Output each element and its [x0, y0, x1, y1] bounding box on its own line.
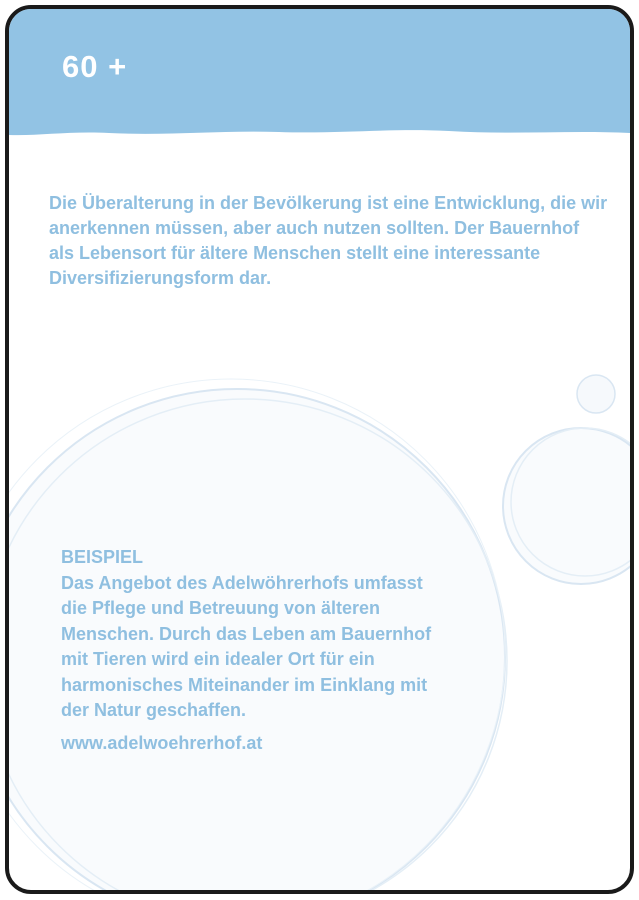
website-link[interactable]: www.adelwoehrerhof.at [61, 732, 263, 753]
intro-text: Die Überalterung in der Bevölkerung ist eine Entwicklung, die wir anerkennen müssen, aber auch nutzen sollten. Der Bauernhof als Lebensort für ältere Menschen stellt eine interessante Diversifizierungsform dar. [49, 193, 608, 288]
example-heading: BEISPIEL [61, 547, 144, 567]
page-title: 60 + [62, 49, 128, 84]
info-card [5, 5, 634, 894]
example-body: Das Angebot des Adelwöhrerhofs umfasst die Pflege und Betreuung von älteren Menschen. Durch das Leben am Bauernhof mit Tieren wird ein idealer Ort für ein harmonisches Miteinander im Einklang mit der Natur geschaffen. [61, 572, 432, 720]
example-section [61, 545, 441, 756]
bubble-decoration [9, 9, 630, 890]
small-bubble [577, 375, 615, 413]
medium-bubble [503, 428, 630, 584]
